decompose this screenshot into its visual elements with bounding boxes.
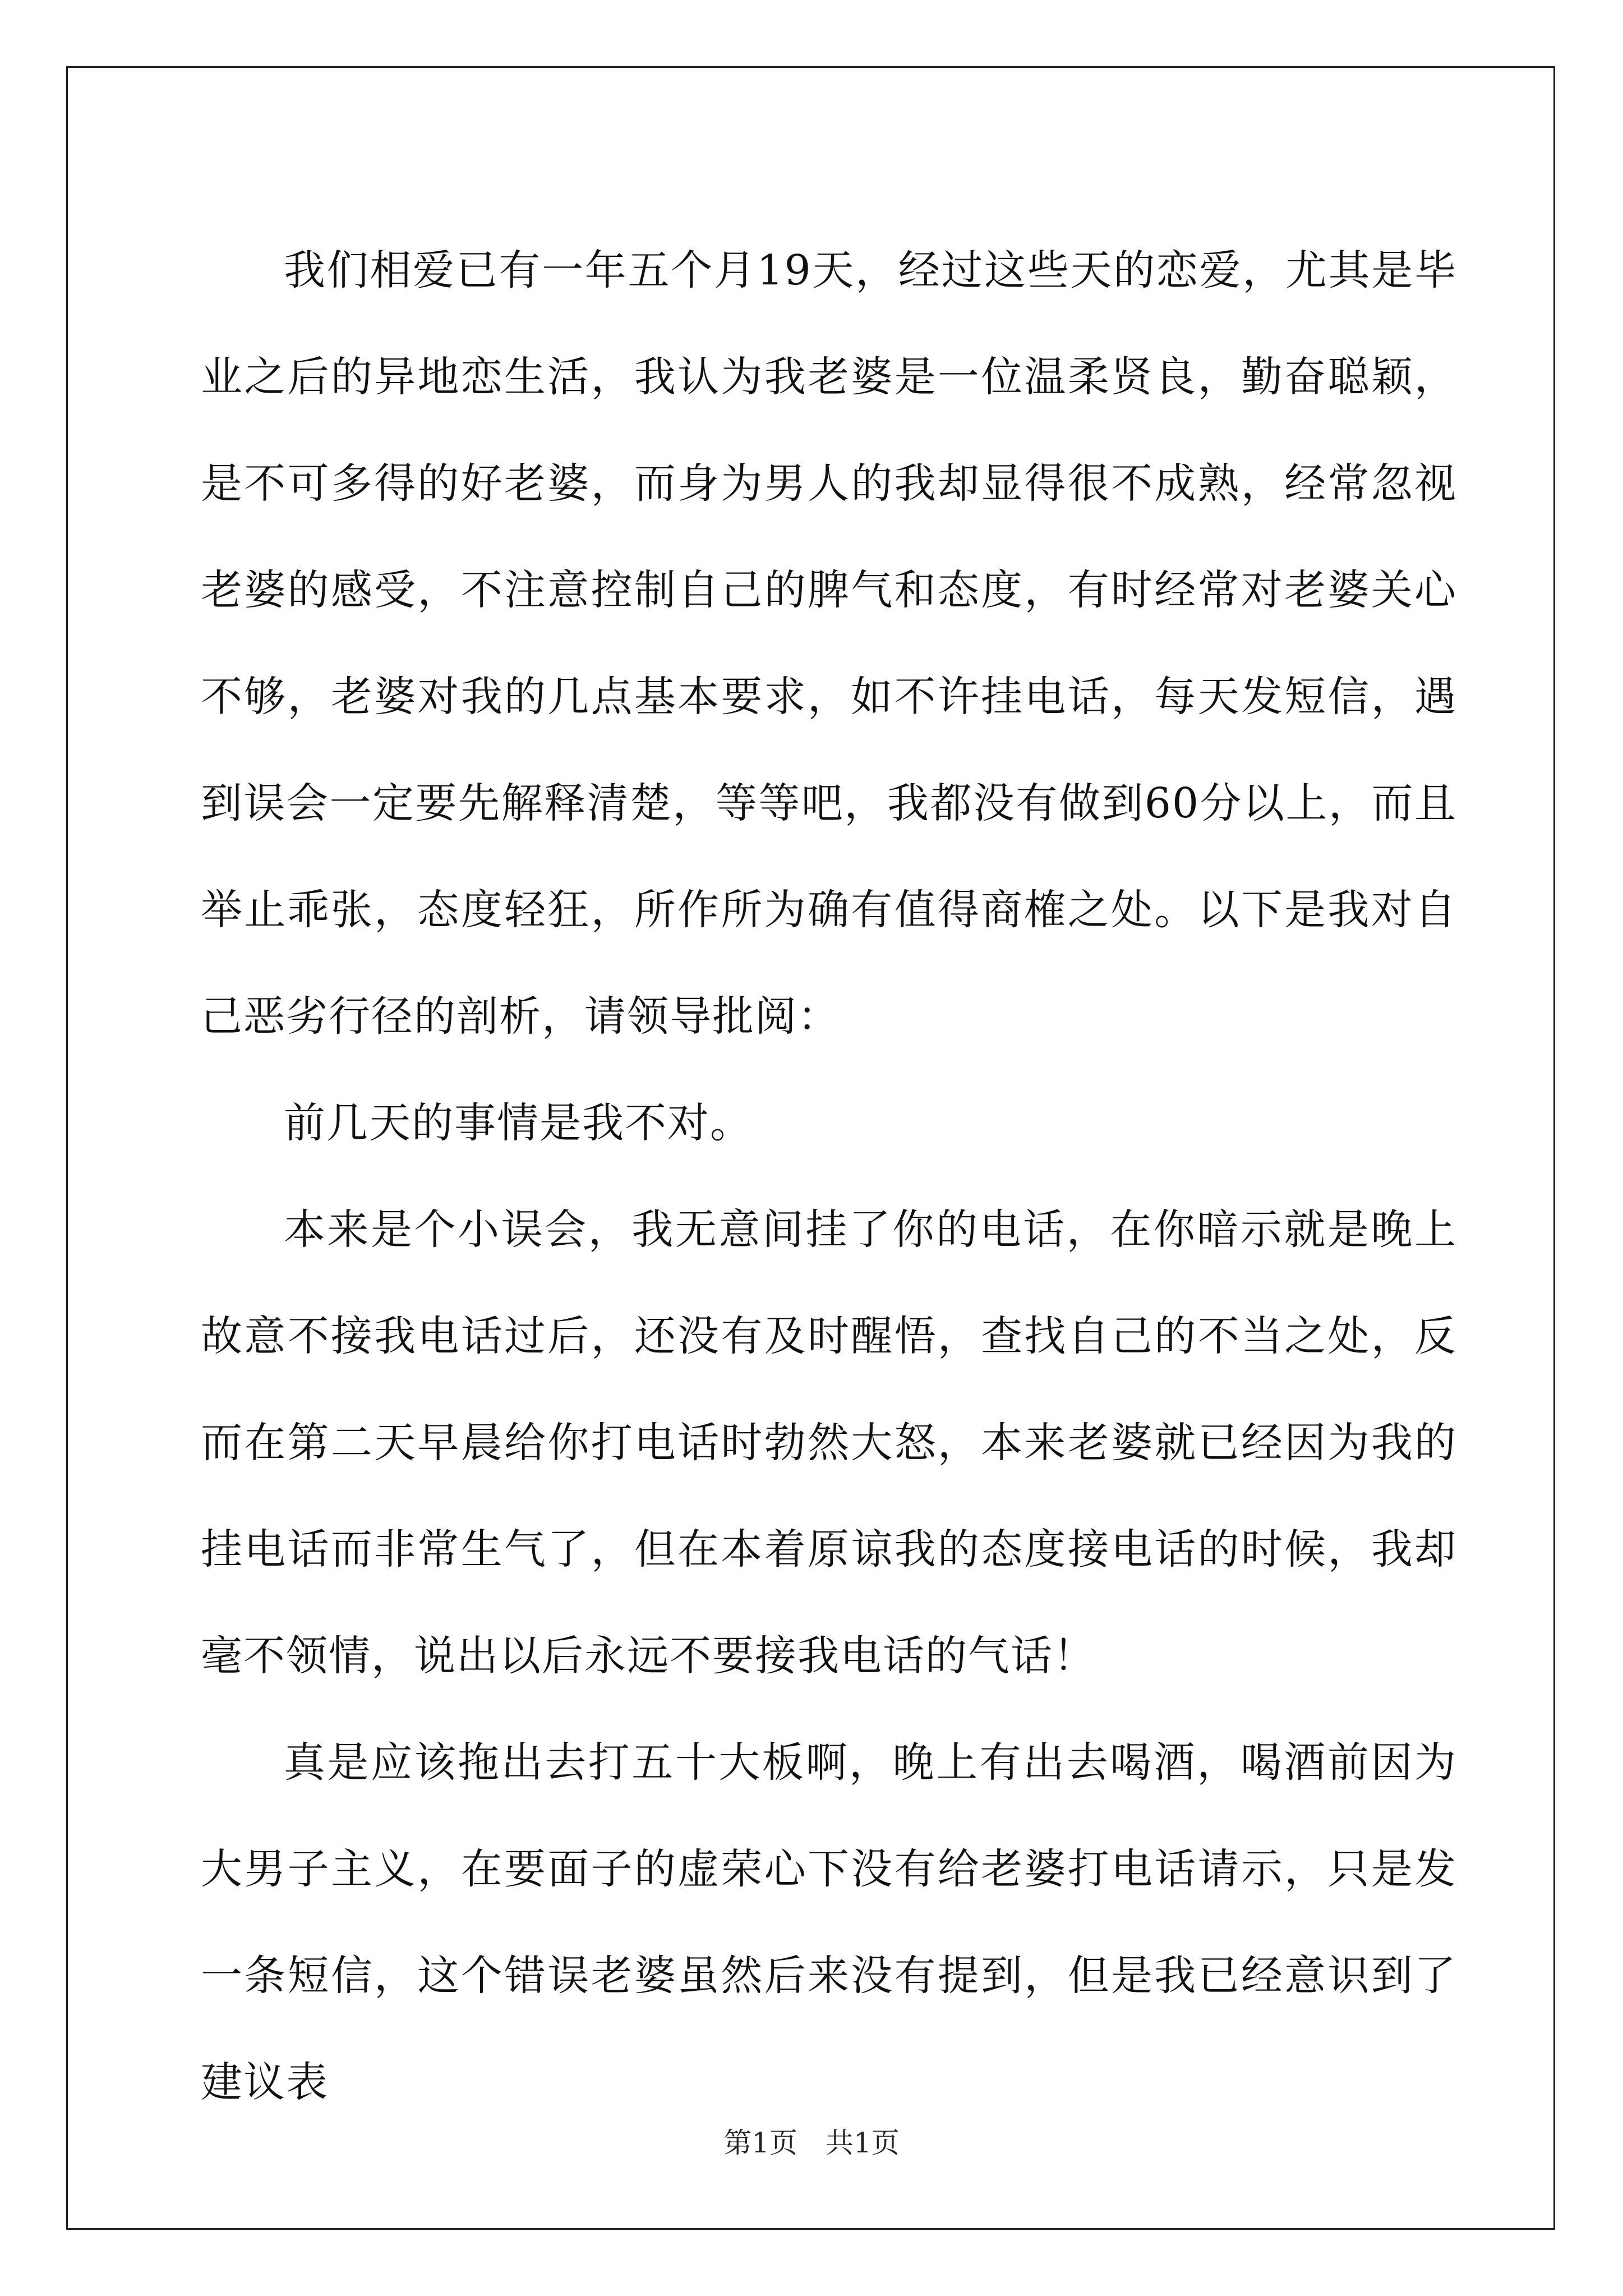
document-body [201,217,1457,2136]
page-number-footer: 第1页 共1页 [723,2127,900,2159]
paragraph-2: 前几天的事情是我不对。 [284,1099,753,1147]
paragraph-4: 真是应该拖出去打五十大板啊，晚上有出去喝酒，喝酒前因为大男子主义，在要面子的虚荣心下没有给老婆打电话请示，只是发一条短信，这个错误老婆虽然后来没有提到，但是我已经意识到了建议表 [201,1738,1457,2106]
paragraph-1: 我们相爱已有一年五个月19天，经过这些天的恋爱，尤其是毕业之后的异地恋生活，我认为我老婆是一位温柔贤良，勤奋聪颖，是不可多得的好老婆，而身为男人的我却显得很不成熟，经常忽视老婆的感受，不注意控制自己的脾气和态度，有时经常对老婆关心不够，老婆对我的几点基本要求，如不许挂电话，每天发短信，遇到误会一定要先解释清楚，等等吧，我都没有做到60分以上，而且举止乖张，态度轻狂，所作所为确有值得商榷之处。以下是我对自己恶劣行径的剖析，请领导批阅： [201,246,1457,1041]
paragraph-3: 本来是个小误会，我无意间挂了你的电话，在你暗示就是晚上故意不接我电话过后，还没有及时醒悟，查找自己的不当之处，反而在第二天早晨给你打电话时勃然大怒，本来老婆就已经因为我的挂电话而非常生气了，但在本着原谅我的态度接电话的时候，我却毫不领情，说出以后永远不要接我电话的气话！ [201,1205,1457,1680]
